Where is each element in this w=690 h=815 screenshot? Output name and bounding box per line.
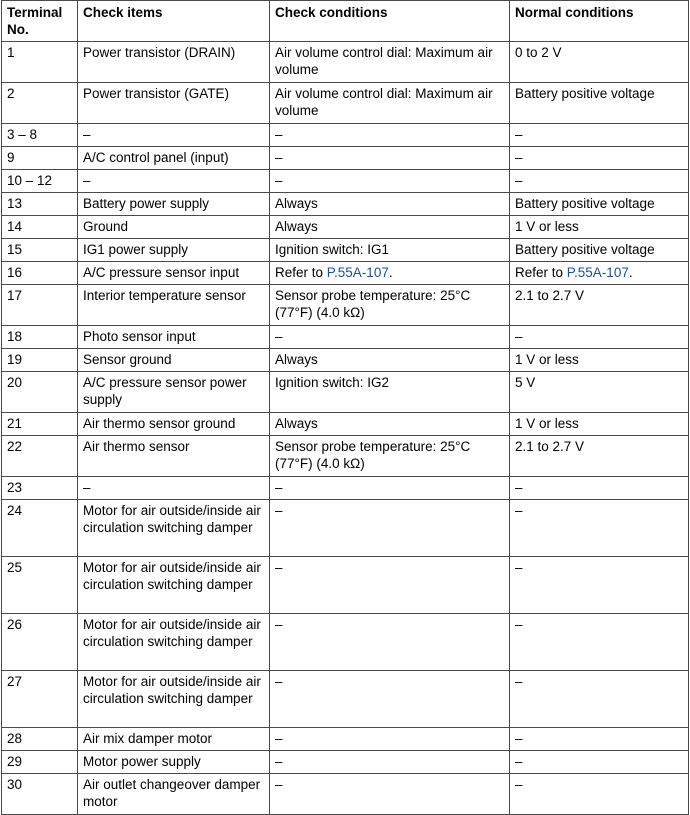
condition-suffix: .: [388, 265, 393, 280]
table-row: [2, 147, 689, 170]
terminal-check-table: [1, 0, 689, 815]
cell-terminal: 26: [2, 614, 78, 671]
cell-condition: –: [270, 728, 510, 751]
cell-item: Motor for air outside/inside air circulation switching damper: [78, 500, 270, 557]
header-normal-conditions: Normal conditions: [510, 1, 689, 42]
cell-normal: [510, 262, 689, 285]
cell-terminal: 1: [2, 42, 78, 83]
cell-condition: Always: [270, 193, 510, 216]
cell-item: Interior temperature sensor: [78, 285, 270, 326]
table-row: [2, 774, 689, 815]
table-row: [2, 83, 689, 124]
cell-item: Motor power supply: [78, 751, 270, 774]
cell-terminal: 28: [2, 728, 78, 751]
table-row: [2, 239, 689, 262]
header-check-conditions: Check conditions: [270, 1, 510, 42]
cell-normal: Battery positive voltage: [510, 83, 689, 124]
cell-condition: –: [270, 751, 510, 774]
cell-normal: 2.1 to 2.7 V: [510, 436, 689, 477]
header-terminal: Terminal No.: [2, 1, 78, 42]
cell-terminal: 17: [2, 285, 78, 326]
cell-condition: Sensor probe temperature: 25°C (77°F) (4.0 kΩ): [270, 285, 510, 326]
cell-condition: –: [270, 170, 510, 193]
cell-terminal: 9: [2, 147, 78, 170]
header-check-items: Check items: [78, 1, 270, 42]
cell-normal: –: [510, 477, 689, 500]
cell-item: A/C pressure sensor power supply: [78, 372, 270, 413]
cell-condition: –: [270, 124, 510, 147]
table-row: [2, 671, 689, 728]
table-row: [2, 285, 689, 326]
cell-condition: –: [270, 614, 510, 671]
cell-terminal: 24: [2, 500, 78, 557]
cell-normal: –: [510, 728, 689, 751]
cell-normal: –: [510, 124, 689, 147]
table-row: [2, 557, 689, 614]
table-row: [2, 372, 689, 413]
page-reference-link[interactable]: P.55A-107: [326, 265, 389, 280]
cell-condition: Air volume control dial: Maximum air volume: [270, 42, 510, 83]
cell-condition: –: [270, 774, 510, 815]
cell-item: –: [78, 170, 270, 193]
cell-condition: –: [270, 326, 510, 349]
cell-terminal: 27: [2, 671, 78, 728]
cell-item: Air outlet changeover damper motor: [78, 774, 270, 815]
cell-terminal: 18: [2, 326, 78, 349]
table-row: [2, 477, 689, 500]
table-row: [2, 170, 689, 193]
cell-item: A/C pressure sensor input: [78, 262, 270, 285]
cell-condition: Ignition switch: IG1: [270, 239, 510, 262]
cell-normal: –: [510, 774, 689, 815]
table-row: [2, 500, 689, 557]
table-row: [2, 124, 689, 147]
cell-terminal: 21: [2, 413, 78, 436]
cell-condition: –: [270, 477, 510, 500]
cell-normal: Battery positive voltage: [510, 239, 689, 262]
normal-suffix: .: [628, 265, 633, 280]
cell-terminal: 15: [2, 239, 78, 262]
cell-normal: –: [510, 326, 689, 349]
cell-item: Motor for air outside/inside air circulation switching damper: [78, 614, 270, 671]
cell-terminal: 22: [2, 436, 78, 477]
cell-normal: 1 V or less: [510, 216, 689, 239]
cell-condition: –: [270, 557, 510, 614]
table-row: [2, 614, 689, 671]
cell-terminal: 20: [2, 372, 78, 413]
cell-condition: Always: [270, 216, 510, 239]
cell-normal: –: [510, 557, 689, 614]
table-row: [2, 193, 689, 216]
cell-item: Sensor ground: [78, 349, 270, 372]
cell-item: Power transistor (DRAIN): [78, 42, 270, 83]
cell-condition: Sensor probe temperature: 25°C (77°F) (4.0 kΩ): [270, 436, 510, 477]
cell-normal: 1 V or less: [510, 413, 689, 436]
cell-normal: –: [510, 170, 689, 193]
cell-terminal: 16: [2, 262, 78, 285]
cell-normal: 1 V or less: [510, 349, 689, 372]
cell-item: A/C control panel (input): [78, 147, 270, 170]
cell-normal: 2.1 to 2.7 V: [510, 285, 689, 326]
page-reference-link[interactable]: P.55A-107: [566, 265, 629, 280]
cell-terminal: 3 – 8: [2, 124, 78, 147]
cell-terminal: 13: [2, 193, 78, 216]
condition-prefix: Refer to: [275, 265, 327, 280]
cell-item: Air thermo sensor ground: [78, 413, 270, 436]
cell-terminal: 23: [2, 477, 78, 500]
cell-normal: Battery positive voltage: [510, 193, 689, 216]
table-row: [2, 349, 689, 372]
table-row: [2, 751, 689, 774]
cell-condition: Always: [270, 349, 510, 372]
cell-item: Ground: [78, 216, 270, 239]
table-row: [2, 262, 689, 285]
table-row: [2, 326, 689, 349]
table-row: [2, 42, 689, 83]
cell-item: –: [78, 477, 270, 500]
cell-condition: Always: [270, 413, 510, 436]
cell-normal: –: [510, 147, 689, 170]
cell-terminal: 10 – 12: [2, 170, 78, 193]
cell-item: Photo sensor input: [78, 326, 270, 349]
cell-terminal: 19: [2, 349, 78, 372]
cell-condition: Ignition switch: IG2: [270, 372, 510, 413]
cell-normal: 5 V: [510, 372, 689, 413]
cell-item: Battery power supply: [78, 193, 270, 216]
table-row: [2, 413, 689, 436]
cell-normal: –: [510, 751, 689, 774]
cell-terminal: 2: [2, 83, 78, 124]
cell-condition: –: [270, 147, 510, 170]
cell-normal: –: [510, 614, 689, 671]
cell-terminal: 14: [2, 216, 78, 239]
cell-condition: –: [270, 500, 510, 557]
cell-condition: [270, 262, 510, 285]
table-row: [2, 436, 689, 477]
table-header-row: [2, 1, 689, 42]
cell-terminal: 30: [2, 774, 78, 815]
table-row: [2, 216, 689, 239]
cell-item: Motor for air outside/inside air circulation switching damper: [78, 671, 270, 728]
cell-item: –: [78, 124, 270, 147]
cell-condition: –: [270, 671, 510, 728]
cell-normal: –: [510, 671, 689, 728]
cell-normal: –: [510, 500, 689, 557]
normal-prefix: Refer to: [515, 265, 567, 280]
cell-item: Air thermo sensor: [78, 436, 270, 477]
cell-item: Power transistor (GATE): [78, 83, 270, 124]
cell-terminal: 29: [2, 751, 78, 774]
cell-item: IG1 power supply: [78, 239, 270, 262]
cell-item: Air mix damper motor: [78, 728, 270, 751]
cell-terminal: 25: [2, 557, 78, 614]
cell-item: Motor for air outside/inside air circulation switching damper: [78, 557, 270, 614]
table-row: [2, 728, 689, 751]
cell-condition: Air volume control dial: Maximum air volume: [270, 83, 510, 124]
cell-normal: 0 to 2 V: [510, 42, 689, 83]
